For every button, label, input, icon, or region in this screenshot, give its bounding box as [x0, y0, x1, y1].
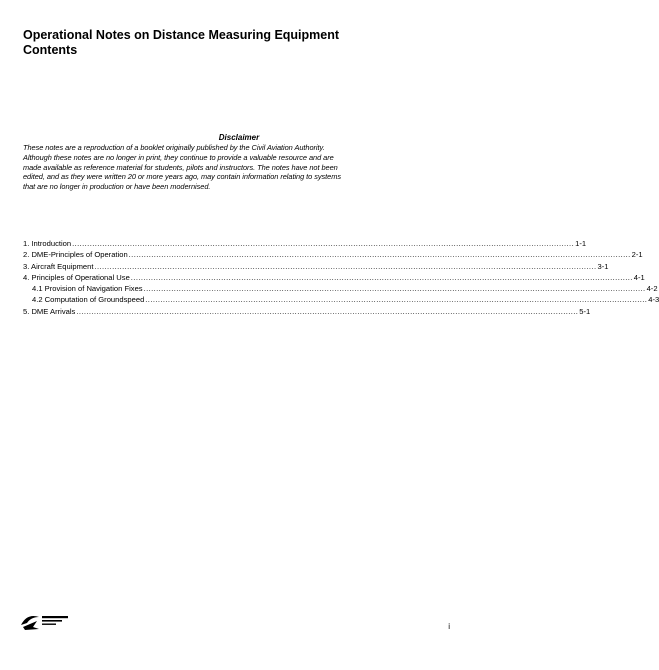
- title-line-main: Operational Notes on Distance Measuring Equipment: [23, 28, 340, 42]
- toc-entry-page: 5-1: [579, 306, 591, 316]
- disclaimer-line: that are no longer in production or have been modernised.: [23, 182, 211, 192]
- toc-leader-dots: ........................................................................................................................................................................................................: [72, 239, 575, 248]
- toc-entry-page: 1-1: [575, 239, 587, 248]
- toc-leader-dots: ........................................................................................................................................................................................................: [76, 306, 579, 316]
- toc-entry-label: 4. Principles of Operational Use: [23, 272, 130, 282]
- table-of-contents: [23, 238, 659, 317]
- toc-entry-page: 2-1: [631, 250, 643, 260]
- logo-swoosh-icon: [21, 616, 39, 625]
- toc-entry-dme-arrivals[interactable]: [23, 306, 591, 317]
- toc-entry-aircraft-equipment[interactable]: [23, 261, 609, 272]
- toc-entry-label: 2. DME-Principles of Operation: [23, 250, 128, 260]
- toc-leader-dots: ........................................................................................................................................................................................................: [130, 272, 633, 282]
- disclaimer-body: [23, 143, 455, 192]
- disclaimer-line: edited, and as they were written 20 or more years ago, may contain information relating to systems: [23, 172, 341, 182]
- document-title: [23, 28, 443, 58]
- toc-entry-operational-use[interactable]: [23, 272, 645, 283]
- toc-entry-label: 4.2 Computation of Groundspeed: [32, 295, 145, 305]
- caa-logo: [19, 611, 79, 633]
- toc-entry-page: 3-1: [597, 261, 609, 271]
- toc-entry-label: 5. DME Arrivals: [23, 306, 76, 316]
- toc-leader-dots: ........................................................................................................................................................................................................: [145, 295, 648, 305]
- title-line-contents: Contents: [23, 43, 78, 57]
- disclaimer-line: These notes are a reproduction of a booklet originally published by the Civil Aviation Authority.: [23, 143, 325, 152]
- toc-entry-principles-of-operation[interactable]: [23, 249, 643, 260]
- toc-entry-label: 4.1 Provision of Navigation Fixes: [32, 284, 143, 294]
- toc-entry-navigation-fixes[interactable]: [23, 283, 658, 294]
- toc-entry-introduction[interactable]: [23, 238, 587, 249]
- disclaimer-line: made available as reference material for students, pilots and instructors. The notes have not been: [23, 162, 338, 172]
- toc-leader-dots: ........................................................................................................................................................................................................: [94, 261, 597, 271]
- toc-leader-dots: ........................................................................................................................................................................................................: [128, 250, 631, 260]
- disclaimer-section: [23, 133, 455, 192]
- toc-entry-page: 4-3: [648, 295, 659, 305]
- disclaimer-line: Although these notes are no longer in print, they continue to provide a valuable resource and are: [23, 152, 334, 162]
- toc-entry-label: 3. Aircraft Equipment: [23, 261, 94, 271]
- page-number: i: [448, 622, 450, 631]
- toc-leader-dots: ........................................................................................................................................................................................................: [143, 284, 646, 294]
- toc-entry-groundspeed[interactable]: [23, 294, 659, 305]
- toc-entry-label: 1. Introduction: [23, 239, 72, 248]
- toc-entry-page: 4-1: [633, 272, 645, 282]
- toc-entry-page: 4-2: [646, 284, 658, 294]
- disclaimer-heading: Disclaimer: [218, 133, 260, 142]
